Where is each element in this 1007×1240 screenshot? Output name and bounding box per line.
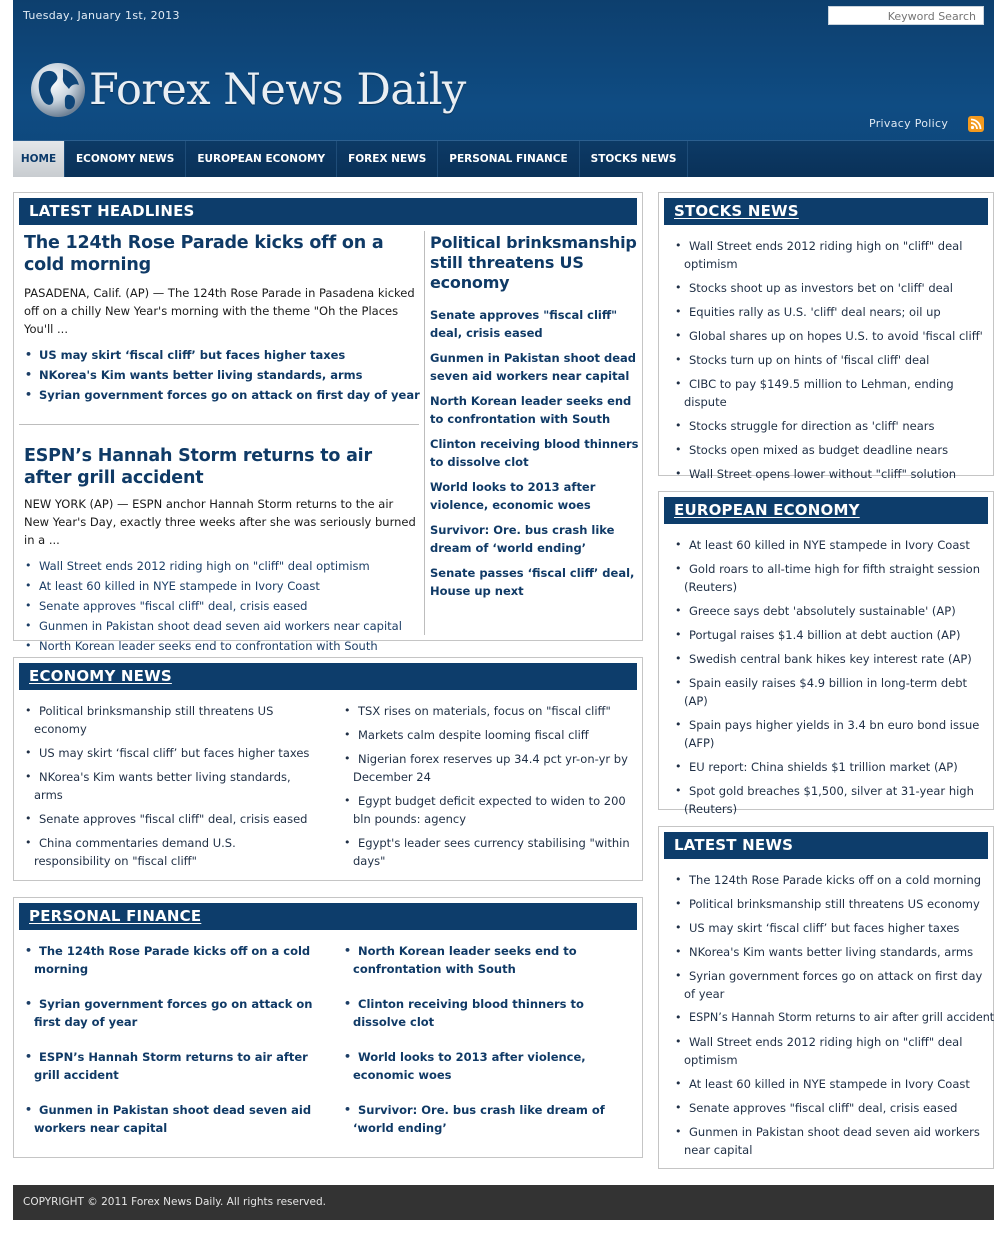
list-item[interactable]: • China commentaries demand U.S. responsibility on "fiscal cliff" — [24, 834, 313, 870]
list-item[interactable]: • Stocks open mixed as budget deadline nears — [674, 441, 985, 459]
list-item[interactable]: • Syrian government forces go on attack on first day of year — [24, 995, 313, 1031]
list-item[interactable]: • Global shares up on hopes U.S. to avoid 'fiscal cliff' — [674, 327, 985, 345]
list-item[interactable]: • Syrian government forces go on attack on first day of year — [674, 967, 987, 1003]
list-item[interactable]: • The 124th Rose Parade kicks off on a cold morning — [24, 942, 313, 978]
list-item[interactable]: • At least 60 killed in NYE stampede in Ivory Coast — [24, 577, 420, 595]
latest-news-list — [674, 871, 995, 1159]
economy-news-box — [13, 657, 643, 881]
nav-personal-finance[interactable]: PERSONAL FINANCE — [438, 141, 579, 177]
list-item[interactable]: • Egypt budget deficit expected to widen to 200 bln pounds: agency — [343, 792, 632, 828]
nav-economy-news[interactable]: ECONOMY NEWS — [65, 141, 186, 177]
list-item[interactable]: • Survivor: Ore. bus crash like dream of ‘world ending’ — [343, 1101, 632, 1137]
list-item[interactable]: • Equities rally as U.S. 'cliff' deal nears; oil up — [674, 303, 985, 321]
list-item[interactable]: • At least 60 killed in NYE stampede in Ivory Coast — [674, 536, 985, 554]
list-item[interactable]: • Senate approves "fiscal cliff" deal, crisis eased — [24, 810, 313, 828]
list-item[interactable]: • Syrian government forces go on attack on first day of year — [24, 386, 420, 404]
list-item[interactable]: • Spain pays higher yields in 3.4 bn euro bond issue (AFP) — [674, 716, 985, 752]
list-item[interactable]: • US may skirt ‘fiscal cliff’ but faces higher taxes — [674, 919, 987, 937]
divider — [424, 231, 425, 635]
latest-news-box — [658, 826, 994, 1169]
story-2-related-list — [24, 557, 420, 655]
list-item[interactable]: • Political brinksmanship still threatens US economy — [24, 702, 313, 738]
list-item[interactable]: • Stocks struggle for direction as 'cliff' nears — [674, 417, 985, 435]
european-economy-list — [674, 536, 985, 818]
nav-european-economy[interactable]: EUROPEAN ECONOMY — [186, 141, 337, 177]
list-item[interactable]: • CIBC to pay $149.5 million to Lehman, ending dispute — [674, 375, 985, 411]
latest-headlines-box — [13, 192, 643, 653]
headline-story-1 — [24, 232, 420, 406]
list-item[interactable]: • Wall Street ends 2012 riding high on "cliff" deal optimism — [674, 237, 985, 273]
european-economy-box — [658, 491, 994, 816]
list-item[interactable]: • Wall Street opens lower without "cliff" solution — [674, 465, 985, 483]
list-item[interactable]: • Gold roars to all-time high for fifth straight session (Reuters) — [674, 560, 985, 596]
list-item[interactable]: • US may skirt ‘fiscal cliff’ but faces higher taxes — [24, 744, 313, 762]
list-item[interactable]: • NKorea's Kim wants better living standards, arms — [674, 943, 987, 961]
privacy-policy-link[interactable]: Privacy Policy — [869, 117, 949, 130]
story-2-headline[interactable]: ESPN’s Hannah Storm returns to air after grill accident — [24, 446, 372, 488]
site-footer — [13, 1185, 994, 1220]
list-item[interactable]: • Nigerian forex reserves up 34.4 pct yr-on-yr by December 24 — [343, 750, 632, 786]
search-input[interactable] — [828, 6, 984, 25]
list-item[interactable]: • Senate approves "fiscal cliff" deal, crisis eased — [674, 1099, 987, 1117]
list-item[interactable]: • The 124th Rose Parade kicks off on a cold morning — [674, 871, 987, 889]
side-headline[interactable]: Political brinksmanship still threatens US economy — [430, 233, 637, 292]
stocks-news-title[interactable]: STOCKS NEWS — [664, 198, 988, 225]
list-item[interactable]: • ESPN’s Hannah Storm returns to air after grill accident — [24, 1048, 313, 1084]
headline-side-column — [430, 233, 640, 607]
divider — [19, 424, 419, 425]
list-item[interactable]: • North Korean leader seeks end to confrontation with South — [343, 942, 632, 978]
nav-home[interactable]: HOME — [13, 141, 65, 177]
list-item[interactable]: • Wall Street ends 2012 riding high on "cliff" deal optimism — [674, 1033, 987, 1069]
list-item[interactable]: • Gunmen in Pakistan shoot dead seven aid workers near capital — [24, 617, 420, 635]
list-item[interactable]: • Swedish central bank hikes key interest rate (AP) — [674, 650, 985, 668]
list-item[interactable]: • Markets calm despite looming fiscal cliff — [343, 726, 632, 744]
economy-news-left-list — [24, 702, 333, 876]
list-item[interactable]: • Spot gold breaches $1,500, silver at 31-year high (Reuters) — [674, 782, 985, 818]
stocks-news-box — [658, 192, 994, 481]
current-date: Tuesday, January 1st, 2013 — [23, 9, 180, 22]
side-link[interactable]: Gunmen in Pakistan shoot dead seven aid workers near capital — [430, 351, 637, 383]
list-item[interactable]: • Portugal raises $1.4 billion at debt auction (AP) — [674, 626, 985, 644]
site-logo[interactable] — [29, 60, 466, 120]
european-economy-title[interactable]: EUROPEAN ECONOMY — [664, 497, 988, 524]
list-item[interactable]: • Greece says debt 'absolutely sustainable' (AP) — [674, 602, 985, 620]
list-item[interactable]: • At least 60 killed in NYE stampede in Ivory Coast — [674, 1075, 987, 1093]
site-header — [13, 0, 994, 177]
list-item[interactable]: • Political brinksmanship still threatens US economy — [674, 895, 987, 913]
list-item[interactable]: • US may skirt ‘fiscal cliff’ but faces higher taxes — [24, 346, 420, 364]
personal-finance-left-list — [24, 942, 333, 1143]
list-item[interactable]: • Senate approves "fiscal cliff" deal, crisis eased — [24, 597, 420, 615]
list-item[interactable]: • EU report: China shields $1 trillion market (AP) — [674, 758, 985, 776]
copyright-text: COPYRIGHT © 2011 Forex News Daily. All rights reserved. — [23, 1196, 326, 1208]
economy-news-title[interactable]: ECONOMY NEWS — [19, 663, 637, 690]
list-item[interactable]: • North Korean leader seeks end to confrontation with South — [24, 637, 420, 655]
list-item[interactable]: • ESPN’s Hannah Storm returns to air after grill accident — [674, 1009, 987, 1027]
list-item[interactable]: • Gunmen in Pakistan shoot dead seven aid workers near capital — [674, 1123, 987, 1159]
main-nav — [13, 140, 994, 177]
globe-icon — [29, 61, 87, 119]
stocks-news-list — [674, 237, 985, 483]
personal-finance-right-list — [333, 942, 632, 1143]
side-link[interactable]: Senate approves "fiscal cliff" deal, crisis eased — [430, 308, 618, 340]
nav-stocks-news[interactable]: STOCKS NEWS — [580, 141, 689, 177]
list-item[interactable]: • Spain easily raises $4.9 billion in long-term debt (AP) — [674, 674, 985, 710]
nav-forex-news[interactable]: FOREX NEWS — [337, 141, 438, 177]
list-item[interactable]: • NKorea's Kim wants better living standards, arms — [24, 768, 313, 804]
side-link[interactable]: Clinton receiving blood thinners to dissolve clot — [430, 437, 639, 469]
list-item[interactable]: • Stocks shoot up as investors bet on 'cliff' deal — [674, 279, 985, 297]
headline-story-2 — [24, 445, 420, 657]
latest-headlines-title: LATEST HEADLINES — [19, 198, 637, 225]
story-1-related-list — [24, 346, 420, 404]
side-link[interactable]: North Korean leader seeks end to confrontation with South — [430, 394, 632, 426]
story-2-summary: NEW YORK (AP) — ESPN anchor Hannah Storm returns to the air New Year's Day, exactly three weeks after she was seriously burned in a ... — [24, 497, 416, 547]
personal-finance-title[interactable]: PERSONAL FINANCE — [19, 903, 637, 930]
story-1-summary: PASADENA, Calif. (AP) — The 124th Rose Parade in Pasadena kicked off on a chilly New Year's morning with the theme "Oh the Places You'll ... — [24, 286, 415, 336]
list-item[interactable]: • NKorea's Kim wants better living standards, arms — [24, 366, 420, 384]
list-item[interactable]: • Wall Street ends 2012 riding high on "cliff" deal optimism — [24, 557, 420, 575]
list-item[interactable]: • World looks to 2013 after violence, economic woes — [343, 1048, 632, 1084]
side-link[interactable]: World looks to 2013 after violence, economic woes — [430, 480, 596, 512]
side-link[interactable]: Survivor: Ore. bus crash like dream of ‘world ending’ — [430, 523, 615, 555]
story-1-headline[interactable]: The 124th Rose Parade kicks off on a cold morning — [24, 233, 384, 275]
list-item[interactable]: • Clinton receiving blood thinners to dissolve clot — [343, 995, 632, 1031]
rss-icon[interactable] — [968, 116, 984, 132]
list-item[interactable]: • Gunmen in Pakistan shoot dead seven aid workers near capital — [24, 1101, 313, 1137]
economy-news-right-list — [333, 702, 632, 876]
list-item[interactable]: • Egypt's leader sees currency stabilising "within days" — [343, 834, 632, 870]
list-item[interactable]: • Stocks turn up on hints of 'fiscal cliff' deal — [674, 351, 985, 369]
logo-text: Forex News Daily — [89, 65, 466, 115]
latest-news-title: LATEST NEWS — [664, 832, 988, 859]
side-link[interactable]: Senate passes ‘fiscal cliff’ deal, House up next — [430, 566, 635, 598]
list-item[interactable]: • TSX rises on materials, focus on "fiscal cliff" — [343, 702, 632, 720]
personal-finance-box — [13, 897, 643, 1158]
